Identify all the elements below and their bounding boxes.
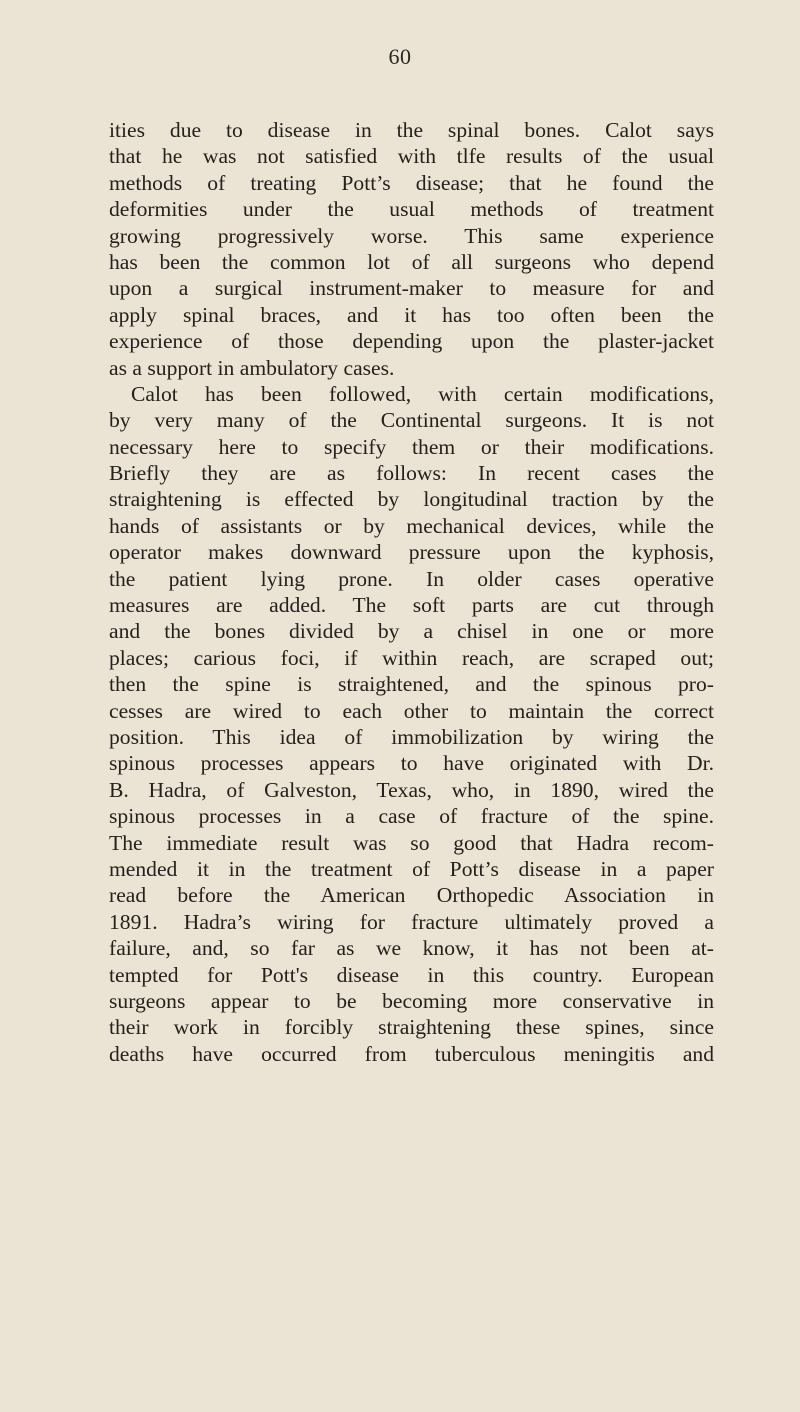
text-line: 1891. Hadra’s wiring for fracture ultimately proved a [109,909,714,934]
text-line: the patient lying prone. In older cases operative [109,566,714,591]
text-line: The immediate result was so good that Hadra recom- [109,830,714,855]
text-line: necessary here to specify them or their modifications. [109,434,714,459]
text-line: by very many of the Continental surgeons. It is not [109,408,714,433]
text-line: that he was not satisfied with tlfe results of the usual [109,144,714,169]
text-line: deformities under the usual methods of treatment [109,197,714,222]
text-line: methods of treating Pott’s disease; that he found the [109,170,714,195]
text-line: tempted for Pott's disease in this country. European [109,962,714,987]
text-line: ities due to disease in the spinal bones. Calot says [109,118,714,142]
text-line: growing progressively worse. This same experience [109,223,714,248]
text-line: hands of assistants or by mechanical devices, while the [109,513,714,538]
text-line: B. Hadra, of Galveston, Texas, who, in 1890, wired the [109,777,714,802]
text-line: failure, and, so far as we know, it has not been at- [109,936,714,961]
text-line: spinous processes in a case of fracture of the spine. [109,804,714,829]
text-line: places; carious foci, if within reach, are scraped out; [109,645,714,670]
text-line: mended it in the treatment of Pott’s disease in a paper [109,856,714,881]
text-line: operator makes downward pressure upon the kyphosis, [109,540,714,565]
text-line: experience of those depending upon the plaster-jacket [109,329,714,354]
text-line: apply spinal braces, and it has too often been the [109,302,714,327]
text-line: then the spine is straightened, and the spinous pro- [109,672,714,697]
body-text [109,117,714,1067]
text-line: their work in forcibly straightening these spines, since [109,1015,714,1040]
text-line: and the bones divided by a chisel in one or more [109,619,714,644]
text-line: straightening is effected by longitudinal traction by the [109,487,714,512]
text-line: upon a surgical instrument-maker to measure for and [109,276,714,301]
page-number: 60 [388,44,412,69]
text-line: has been the common lot of all surgeons who depend [109,249,714,274]
text-line: position. This idea of immobilization by wiring the [109,724,714,749]
text-line: measures are added. The soft parts are cut through [109,593,714,618]
text-line: cesses are wired to each other to maintain the correct [109,698,714,723]
text-line: deaths have occurred from tuberculous meningitis and [109,1041,714,1066]
text-line: read before the American Orthopedic Association in [109,883,714,908]
text-line: surgeons appear to be becoming more conservative in [109,988,714,1013]
text-line: spinous processes appears to have originated with Dr. [109,751,714,776]
text-line: as a support in ambulatory cases. [109,355,395,380]
text-line: Briefly they are as follows: In recent cases the [109,461,714,486]
text-line: Calot has been followed, with certain modifications, [131,381,714,406]
